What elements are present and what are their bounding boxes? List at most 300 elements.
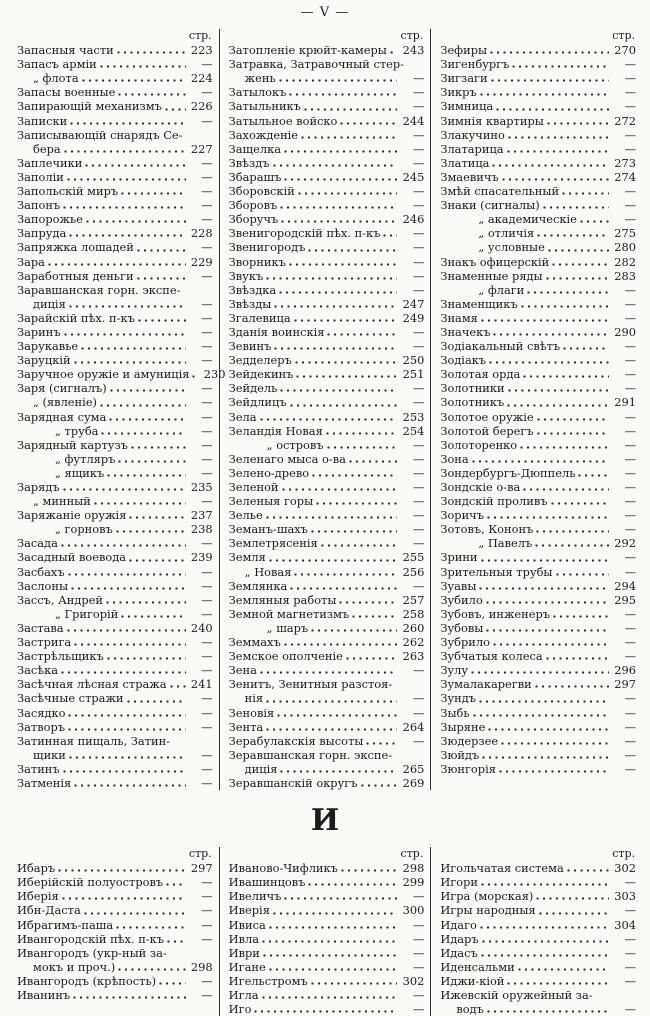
entry-title: „ труба xyxy=(55,423,99,438)
dot-leader xyxy=(321,544,398,547)
entry-title: Игане xyxy=(228,959,266,974)
entry-title: Зондскій проливъ xyxy=(440,494,548,509)
index-entry xyxy=(440,297,636,311)
entry-page: — xyxy=(624,409,637,424)
index-entry xyxy=(440,522,636,536)
index-entry xyxy=(17,494,213,508)
entry-title: нія xyxy=(244,691,264,706)
entry-title: Зеландія Новая xyxy=(228,423,323,438)
index-entry xyxy=(440,889,636,903)
dot-leader xyxy=(536,530,609,533)
dot-leader xyxy=(100,65,186,68)
dot-leader xyxy=(507,150,609,153)
dot-leader xyxy=(304,108,397,111)
entry-title: Знакъ офицерскій xyxy=(440,254,550,269)
index-entry xyxy=(229,71,425,85)
entry-page: — xyxy=(624,141,637,156)
entry-page: — xyxy=(201,409,213,424)
entry-title: Зеленыя горы xyxy=(228,494,314,509)
entry-page: 280 xyxy=(614,240,637,255)
entry-page: 297 xyxy=(190,861,213,876)
index-entry xyxy=(440,762,636,776)
index-entry xyxy=(17,57,213,71)
entry-page: 270 xyxy=(614,43,637,58)
entry-page: — xyxy=(624,691,637,706)
entry-title: Запасныя части xyxy=(17,43,114,58)
entry-page: 253 xyxy=(402,409,425,424)
dot-leader xyxy=(63,488,186,491)
dot-leader xyxy=(537,432,609,435)
dot-leader xyxy=(273,912,397,915)
index-entry xyxy=(17,677,213,691)
index-entry xyxy=(229,410,425,424)
entry-title: Зигенбургъ xyxy=(440,57,510,72)
entry-title: „ (явленіе) xyxy=(33,395,97,410)
entry-page: 246 xyxy=(402,212,425,227)
entry-title: Зеленой xyxy=(228,480,279,494)
index-entry xyxy=(229,212,425,226)
entry-page: — xyxy=(201,339,213,354)
index-entry xyxy=(229,621,425,635)
index-entry xyxy=(229,381,425,395)
entry-title: Земанъ-шахъ xyxy=(228,522,308,537)
index-entry xyxy=(229,508,425,522)
dot-leader xyxy=(86,220,186,223)
entry-title: Запирающій механизмъ xyxy=(17,99,162,114)
entry-page: 269 xyxy=(402,775,425,790)
index-entry xyxy=(440,466,636,480)
index-entry xyxy=(440,43,636,57)
index-entry xyxy=(229,494,425,508)
index-column xyxy=(219,29,431,790)
entry-title: Затменія xyxy=(17,775,72,790)
entry-title: Згалевица xyxy=(228,310,291,325)
dot-leader xyxy=(482,940,609,943)
entry-page: — xyxy=(201,198,213,213)
index-entry xyxy=(17,226,213,240)
entry-title: Иваново-Чифликъ xyxy=(228,861,338,876)
index-entry xyxy=(440,325,636,339)
index-entry xyxy=(440,57,636,71)
dot-leader xyxy=(563,347,609,350)
entry-page: — xyxy=(412,339,425,354)
index-entry xyxy=(229,353,425,367)
dot-leader xyxy=(165,108,186,111)
dot-leader xyxy=(70,122,186,125)
dot-leader xyxy=(289,263,397,266)
dot-leader xyxy=(486,601,609,604)
entry-page: — xyxy=(624,649,637,664)
entry-title: Игла xyxy=(228,988,259,1002)
entry-title: Заринъ xyxy=(17,324,61,339)
entry-page: — xyxy=(412,141,425,156)
entry-title: водъ xyxy=(456,1002,484,1016)
entry-title: Зимнія квартиры xyxy=(440,113,544,128)
entry-title: Игры народныя xyxy=(440,903,536,918)
dot-leader xyxy=(487,516,609,519)
entry-page: — xyxy=(201,465,213,480)
dot-leader xyxy=(361,784,398,787)
index-entry xyxy=(440,903,636,917)
entry-page: 238 xyxy=(190,522,213,537)
entry-title: Золотники xyxy=(440,381,505,396)
entry-page: 237 xyxy=(190,508,213,523)
entry-title: Зотовъ, Кононъ xyxy=(440,522,534,537)
entry-title: Звенигородскій пѣх. п-къ xyxy=(228,226,381,241)
index-entry xyxy=(17,255,213,269)
dot-leader xyxy=(170,685,186,688)
entry-page: — xyxy=(201,268,213,283)
entry-page: — xyxy=(624,480,637,494)
entry-page: 224 xyxy=(190,71,213,86)
entry-page: — xyxy=(624,296,637,311)
entry-page: 300 xyxy=(402,903,425,918)
entry-page: — xyxy=(624,705,637,720)
entry-page: — xyxy=(201,761,213,776)
entry-title: Застрига xyxy=(17,635,72,650)
entry-page: — xyxy=(412,268,425,283)
entry-page: 230 xyxy=(203,367,226,382)
index-entry xyxy=(229,339,425,353)
entry-title: Затравка, Затравочный стер- xyxy=(228,57,405,72)
entry-page: — xyxy=(624,423,637,438)
dot-leader xyxy=(296,375,397,378)
entry-page: 227 xyxy=(190,141,213,156)
dot-leader xyxy=(74,643,185,646)
dot-leader xyxy=(167,940,186,943)
entry-page: — xyxy=(624,310,637,325)
entry-page: — xyxy=(624,85,637,100)
entry-page: — xyxy=(412,254,425,269)
entry-page: — xyxy=(624,367,637,382)
entry-page: — xyxy=(624,522,637,537)
entry-page: 275 xyxy=(614,226,637,241)
entry-title: Зрительныя трубы xyxy=(440,564,553,579)
entry-title: диція xyxy=(244,761,278,776)
entry-title: Зена xyxy=(228,663,257,678)
index-column xyxy=(219,847,431,1016)
dot-leader xyxy=(116,926,186,929)
entry-page: — xyxy=(624,620,637,635)
index-entry xyxy=(17,353,213,367)
index-entry xyxy=(440,184,636,198)
dot-leader xyxy=(311,530,397,533)
entry-page: 240 xyxy=(190,620,213,635)
index-entry xyxy=(229,748,425,762)
entry-title: Засядко xyxy=(17,705,66,720)
page-column-label: стр. xyxy=(400,29,424,42)
entry-page: — xyxy=(624,212,637,227)
entry-title: Иденсальми xyxy=(440,959,515,974)
entry-page: — xyxy=(624,198,637,213)
entry-page: 247 xyxy=(402,296,425,311)
entry-page: — xyxy=(624,747,637,762)
index-entry xyxy=(440,748,636,762)
dot-leader xyxy=(118,460,185,463)
entry-title: „ футляръ xyxy=(55,451,116,466)
entry-title: Запряжка лошадей xyxy=(17,240,134,255)
dot-leader xyxy=(523,375,609,378)
entry-title: щики xyxy=(33,747,66,762)
entry-title: Знаменные ряды xyxy=(440,268,543,283)
entry-title: Зеравшанскій округъ xyxy=(228,775,358,790)
entry-title: Зубовы xyxy=(440,620,484,635)
index-entry xyxy=(229,720,425,734)
entry-page: 235 xyxy=(190,480,213,494)
index-entry xyxy=(440,734,636,748)
index-entry xyxy=(17,988,213,1002)
index-entry xyxy=(440,720,636,734)
entry-page: — xyxy=(412,691,425,706)
entry-title: Ибаръ xyxy=(17,861,56,876)
dot-leader xyxy=(274,305,397,308)
entry-title: „ Новая xyxy=(244,564,292,579)
dot-leader xyxy=(487,1010,609,1013)
section-letter-heading: И xyxy=(310,803,340,839)
dot-leader xyxy=(68,714,185,717)
entry-title: Зара xyxy=(17,254,45,269)
dot-leader xyxy=(507,404,609,407)
dot-leader xyxy=(479,700,609,703)
entry-page: — xyxy=(412,494,425,509)
entry-page: — xyxy=(412,127,425,142)
dot-leader xyxy=(71,587,186,590)
dot-leader xyxy=(284,897,397,900)
entry-page: 256 xyxy=(402,564,425,579)
dot-leader xyxy=(69,305,186,308)
index-entry xyxy=(17,410,213,424)
entry-title: „ горновъ xyxy=(55,522,113,537)
entry-page: — xyxy=(412,85,425,100)
entry-page: — xyxy=(412,889,425,904)
index-entry xyxy=(17,114,213,128)
index-entry xyxy=(229,142,425,156)
entry-title: Зуавы xyxy=(440,578,477,593)
index-entry xyxy=(440,452,636,466)
index-entry xyxy=(17,508,213,522)
index-entry xyxy=(440,212,636,226)
entry-title: Заруцкій xyxy=(17,353,71,368)
dot-leader xyxy=(290,587,397,590)
index-entry xyxy=(229,269,425,283)
index-entry xyxy=(229,607,425,621)
entry-page: — xyxy=(624,606,637,621)
index-entry xyxy=(17,593,213,607)
entry-page: — xyxy=(412,395,425,410)
entry-page: — xyxy=(624,127,637,142)
entry-page: 274 xyxy=(614,169,637,184)
entry-title: Застрѣльщикъ xyxy=(17,649,104,664)
entry-title: Иберійскій полуостровъ xyxy=(17,875,164,890)
entry-title: Запольскій миръ xyxy=(17,184,119,199)
dot-leader xyxy=(118,968,185,971)
index-entry xyxy=(17,43,213,57)
entry-page: — xyxy=(624,959,637,974)
index-entry xyxy=(17,946,213,960)
index-entry xyxy=(440,861,636,875)
index-entry xyxy=(229,255,425,269)
entry-title: Зодіакальный свѣтъ xyxy=(440,339,561,354)
dot-leader xyxy=(284,643,398,646)
dot-leader xyxy=(74,784,185,787)
entry-title: Затыльникъ xyxy=(228,99,301,114)
entry-page: — xyxy=(624,99,637,114)
entry-page: 298 xyxy=(190,959,213,974)
entry-title: Ивла xyxy=(228,931,260,946)
index-entry xyxy=(229,367,425,381)
entry-title: „ флаги xyxy=(478,282,525,297)
entry-page: 255 xyxy=(402,550,425,565)
entry-page: — xyxy=(624,875,637,890)
entry-title: Иверія xyxy=(228,903,270,918)
dot-leader xyxy=(473,714,609,717)
index-entry xyxy=(17,861,213,875)
index-entry xyxy=(17,367,226,382)
entry-title: Затылокъ xyxy=(228,85,287,100)
index-entry xyxy=(440,114,636,128)
entry-page: — xyxy=(624,71,637,86)
entry-title: Заплечики xyxy=(17,155,83,170)
page-column-label: стр. xyxy=(400,847,424,861)
index-entry xyxy=(17,536,213,550)
entry-title: Зарядъ xyxy=(17,480,60,494)
dot-leader xyxy=(316,502,397,505)
index-entry xyxy=(17,889,213,903)
entry-title: Землетрясенія xyxy=(228,536,318,551)
index-entry xyxy=(17,99,213,113)
entry-page: — xyxy=(201,423,213,438)
entry-title: Ивангородскій пѣх. п-къ xyxy=(17,931,165,946)
entry-title: Земмахъ xyxy=(228,635,281,650)
index-entry xyxy=(440,635,636,649)
index-entry xyxy=(440,946,636,960)
dot-leader xyxy=(341,869,397,872)
entry-title: Земля xyxy=(228,550,266,565)
index-entry xyxy=(17,339,213,353)
dot-leader xyxy=(501,742,609,745)
entry-title: Идаго xyxy=(440,917,477,932)
index-entry xyxy=(17,663,213,677)
index-entry xyxy=(17,522,213,536)
entry-page: — xyxy=(624,381,637,396)
index-entry xyxy=(17,691,213,705)
entry-page: 299 xyxy=(402,875,425,890)
entry-page: 241 xyxy=(190,677,213,692)
dot-leader xyxy=(346,657,397,660)
entry-title: Затыльное войско xyxy=(228,113,338,128)
entry-page: — xyxy=(201,451,213,466)
entry-title: Идаръ xyxy=(440,931,479,946)
dot-leader xyxy=(262,940,397,943)
dot-leader xyxy=(279,291,397,294)
entry-title: Записки xyxy=(17,113,68,128)
dot-leader xyxy=(537,234,609,237)
index-entry xyxy=(229,550,425,564)
entry-title: Запруда xyxy=(17,226,67,241)
index-entry xyxy=(17,466,213,480)
entry-page: — xyxy=(201,649,213,664)
entry-title: Иванинъ xyxy=(17,988,71,1002)
entry-page: — xyxy=(412,240,425,255)
entry-page: — xyxy=(624,184,637,199)
dot-leader xyxy=(311,982,398,985)
dot-leader xyxy=(481,319,609,322)
entry-page: — xyxy=(412,663,425,678)
entry-title: Змѣй спасательный xyxy=(440,184,560,199)
dot-leader xyxy=(263,954,397,957)
dot-leader xyxy=(327,446,398,449)
index-entry xyxy=(440,85,636,99)
dot-leader xyxy=(129,559,186,562)
entry-page: 262 xyxy=(402,635,425,650)
index-section-z xyxy=(0,29,650,790)
dot-leader xyxy=(269,968,398,971)
entry-title: Зворникъ xyxy=(228,254,286,269)
index-entry xyxy=(229,691,425,705)
entry-page: — xyxy=(624,339,637,354)
index-entry xyxy=(440,410,636,424)
index-entry xyxy=(17,748,213,762)
entry-page: — xyxy=(624,437,637,452)
entry-page: — xyxy=(624,465,637,480)
index-entry xyxy=(440,438,636,452)
entry-title: Земляныя работы xyxy=(228,592,337,607)
entry-title: Заработныя деньги xyxy=(17,268,134,283)
entry-page: — xyxy=(201,903,213,918)
entry-title: Засѣка xyxy=(17,663,59,678)
entry-page: 303 xyxy=(614,889,637,904)
dot-leader xyxy=(192,375,198,378)
index-entry xyxy=(229,198,425,212)
dot-leader xyxy=(502,178,609,181)
entry-page: 282 xyxy=(614,254,637,269)
entry-page: — xyxy=(624,1002,637,1016)
dot-leader xyxy=(118,93,185,96)
dot-leader xyxy=(493,643,609,646)
entry-title: Иго xyxy=(228,1002,252,1016)
entry-page: — xyxy=(624,635,637,650)
dot-leader xyxy=(159,982,186,985)
entry-page: — xyxy=(201,184,213,199)
entry-title: Зубрило xyxy=(440,635,490,650)
index-entry xyxy=(17,918,213,932)
entry-title: Землянка xyxy=(228,578,288,593)
page-number: — V — xyxy=(300,5,350,20)
entry-page: — xyxy=(201,889,213,904)
entry-page: — xyxy=(201,606,213,621)
entry-title: Записывающій снарядъ Се- xyxy=(17,127,183,142)
index-entry xyxy=(229,57,425,71)
entry-page: — xyxy=(412,198,425,213)
entry-page: 258 xyxy=(402,606,425,621)
entry-page: — xyxy=(201,296,213,311)
entry-title: Золоторенко xyxy=(440,437,518,452)
index-entry xyxy=(17,85,213,99)
dot-leader xyxy=(64,150,186,153)
entry-title: Зумалакарегви xyxy=(440,677,532,692)
index-entry xyxy=(229,903,425,917)
entry-title: Земское ополченіе xyxy=(228,649,343,664)
dot-leader xyxy=(110,389,186,392)
dot-leader xyxy=(107,474,185,477)
dot-leader xyxy=(537,418,609,421)
dot-leader xyxy=(349,460,397,463)
index-entry xyxy=(229,861,425,875)
index-entry xyxy=(440,170,636,184)
dot-leader xyxy=(491,79,609,82)
entry-title: Зевинъ xyxy=(228,339,272,354)
entry-page: 291 xyxy=(614,395,637,410)
